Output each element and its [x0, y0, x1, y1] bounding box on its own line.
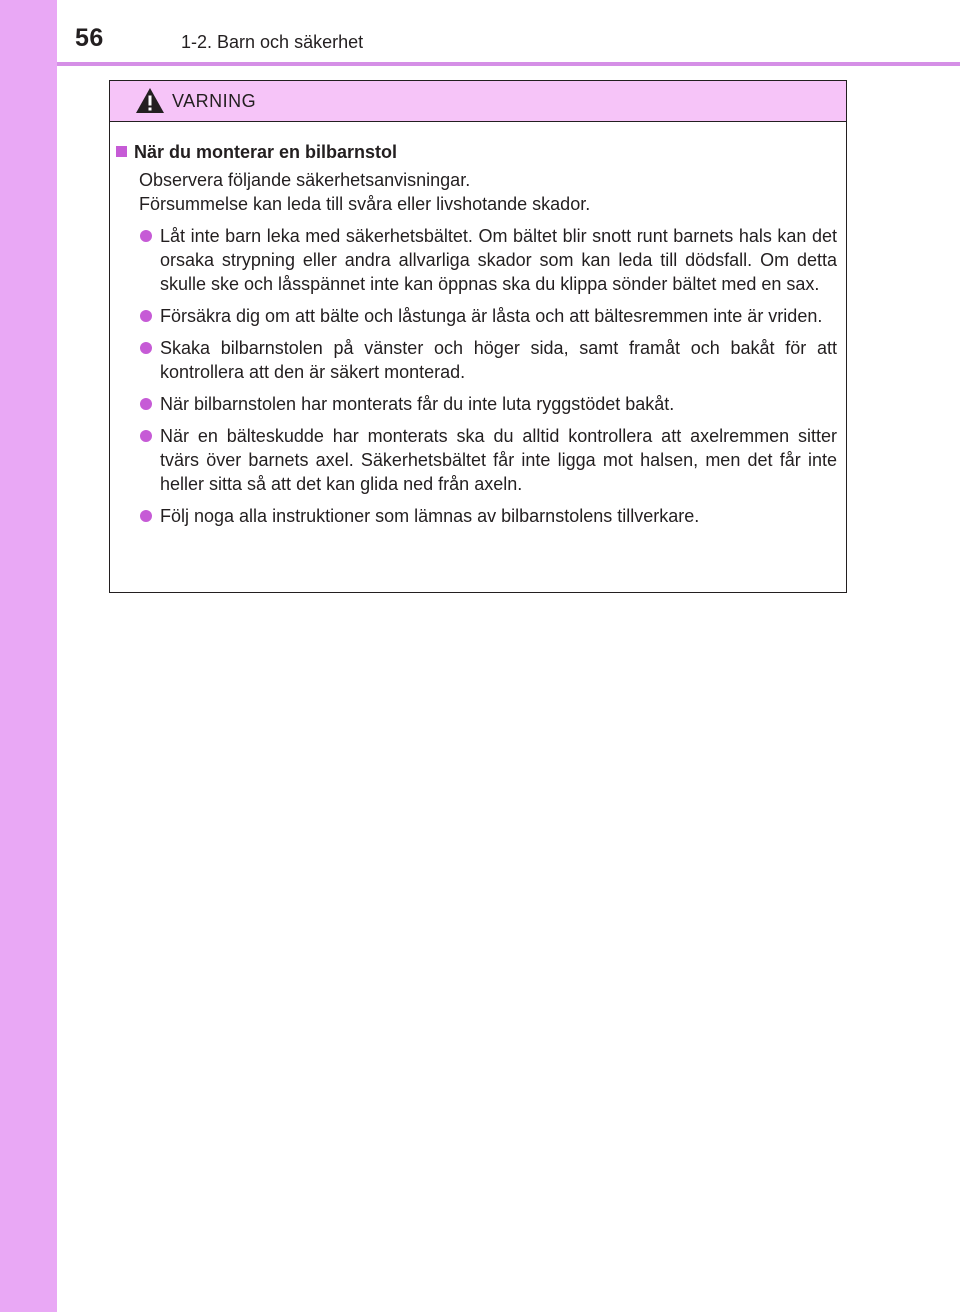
- warning-list: [116, 224, 837, 528]
- warning-header: [110, 81, 846, 122]
- list-item: [139, 424, 837, 496]
- bullet-dot-icon: [140, 398, 152, 410]
- list-item: [139, 304, 837, 328]
- warning-label: VARNING: [172, 91, 257, 111]
- list-item-text: Skaka bilbarnstolen på vänster och höger sida, samt framåt och bakåt för att kontrollera att den är säkert monterad.: [160, 338, 837, 382]
- subheading-text: När du monterar en bilbarnstol: [134, 142, 398, 162]
- warning-body: [110, 122, 846, 528]
- list-item-text: Följ noga alla instruktioner som lämnas av bilbarnstolens tillverkare.: [160, 506, 700, 526]
- intro-line: Försummelse kan leda till svåra eller livshotande skador.: [139, 194, 591, 214]
- intro-line: Observera följande säkerhetsanvisningar.: [139, 170, 471, 190]
- list-item-text: När en bälteskudde har monterats ska du alltid kontrollera att axelremmen sitter tvärs över barnets axel. Säkerhetsbältet får inte ligga mot halsen, men det får inte heller sitta så att det kan glida ned från axeln.: [160, 426, 837, 494]
- list-item: [139, 392, 837, 416]
- section-title: 1-2. Barn och säkerhet: [181, 32, 364, 52]
- list-item-text: Försäkra dig om att bälte och låstunga är låsta och att bältesremmen inte är vriden.: [160, 306, 823, 326]
- bullet-dot-icon: [140, 230, 152, 242]
- page-number: 56: [75, 24, 104, 52]
- list-item: [139, 224, 837, 296]
- square-bullet-icon: [116, 146, 127, 157]
- warning-triangle-icon: [135, 87, 165, 115]
- list-item-text: När bilbarnstolen har monterats får du inte luta ryggstödet bakåt.: [160, 394, 675, 414]
- bullet-dot-icon: [140, 342, 152, 354]
- side-color-strip: [0, 0, 57, 1312]
- list-item-text: Låt inte barn leka med säkerhetsbältet. Om bältet blir snott runt barnets hals kan det orsaka strypning eller andra allvarliga skador som kan leda till dödsfall. Om detta skulle ske och låsspännet inte kan öppnas ska du klippa sönder bältet med en sax.: [160, 226, 837, 294]
- intro-text: [116, 168, 837, 216]
- warning-box: [109, 80, 847, 593]
- bullet-dot-icon: [140, 430, 152, 442]
- header-divider: [57, 62, 960, 66]
- list-item: [139, 336, 837, 384]
- list-item: [139, 504, 837, 528]
- bullet-dot-icon: [140, 510, 152, 522]
- warning-subheading: [116, 140, 837, 164]
- bullet-dot-icon: [140, 310, 152, 322]
